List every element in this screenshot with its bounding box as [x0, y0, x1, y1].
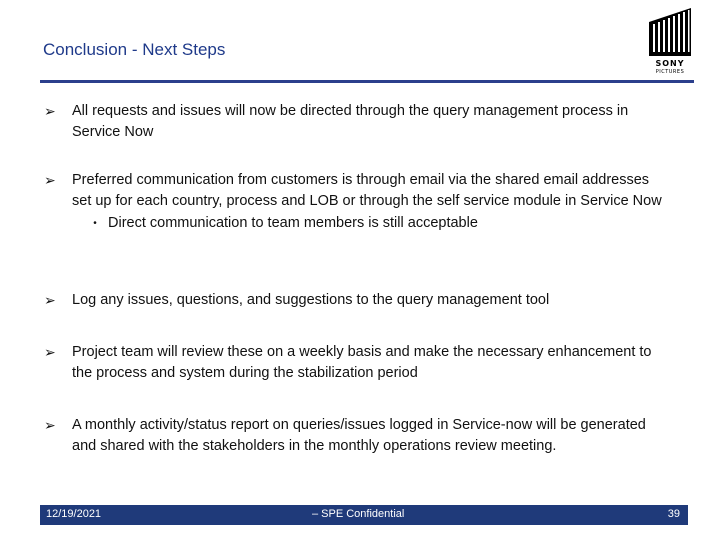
title-divider: [40, 80, 694, 83]
footer-confidential: – SPE Confidential: [312, 508, 405, 520]
bullet-item: [44, 290, 664, 311]
bullet-text: Preferred communication from customers is through email via the shared email addresses set up for each country, process and LOB or through the self service module in Service Now: [72, 172, 662, 209]
bullet-item: [44, 342, 664, 384]
bullet-item: [44, 170, 664, 234]
bullet-text: All requests and issues will now be directed through the query management process in Service Now: [72, 103, 629, 140]
sub-bullet-item: [82, 213, 664, 234]
bullet-item: [44, 415, 664, 457]
bullet-item: [44, 101, 664, 143]
sub-bullet-text: Direct communication to team members is still acceptable: [108, 215, 478, 231]
film-strip-icon: [647, 6, 693, 58]
sony-pictures-logo: [647, 6, 693, 76]
logo-sub: PICTURES: [655, 69, 685, 75]
bullet-text: Project team will review these on a weekly basis and make the necessary enhancement to the process and system during the stabilization period: [72, 344, 652, 381]
arrow-bullet-icon: ➢: [44, 417, 56, 433]
logo-brand: SONY: [655, 59, 685, 68]
dot-bullet-icon: •: [93, 218, 97, 229]
arrow-bullet-icon: ➢: [44, 292, 56, 308]
bullet-text: A monthly activity/status report on queries/issues logged in Service-now will be generated and shared with the stakeholders in the monthly operations review meeting.: [72, 417, 646, 454]
footer-bar: [40, 505, 688, 525]
slide-title: Conclusion - Next Steps: [43, 40, 226, 59]
arrow-bullet-icon: ➢: [44, 344, 56, 360]
arrow-bullet-icon: ➢: [44, 172, 56, 188]
footer-date: 12/19/2021: [46, 508, 102, 520]
page-number: 39: [667, 508, 680, 520]
bullet-text: Log any issues, questions, and suggestions to the query management tool: [72, 292, 550, 308]
arrow-bullet-icon: ➢: [44, 103, 56, 119]
